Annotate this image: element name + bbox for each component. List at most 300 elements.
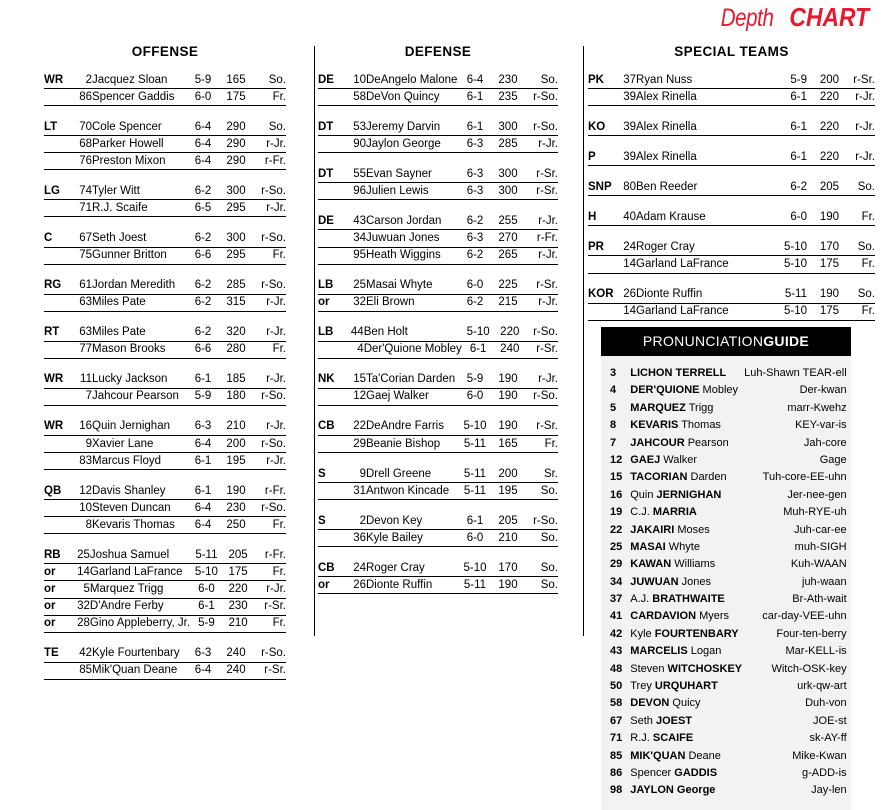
player-class-year: r-Fr.	[252, 483, 286, 500]
pron-player-name	[629, 765, 743, 782]
player-class-year: So.	[839, 287, 875, 304]
position-label: SNP	[588, 179, 614, 196]
table-row[interactable]	[44, 598, 286, 615]
pronunciation-guide-body	[601, 356, 851, 810]
player-weight: 205	[809, 179, 839, 196]
player-class-year: r-Jr.	[252, 325, 286, 342]
position-label: or	[318, 294, 344, 311]
position-group	[318, 119, 558, 153]
table-row[interactable]	[318, 436, 558, 453]
pronunciation-row	[609, 382, 848, 399]
pronunciation-guide	[601, 327, 851, 810]
table-row[interactable]	[588, 89, 875, 106]
roster-table	[44, 119, 286, 170]
pron-name-last: Trigg	[685, 401, 714, 414]
position-group	[44, 547, 286, 632]
player-name: Mik'Quan Deane	[92, 662, 186, 679]
player-weight: 280	[220, 341, 252, 358]
roster-table	[318, 372, 558, 406]
column-defense	[300, 44, 570, 680]
jersey-number: 4	[343, 341, 364, 358]
player-name: Marcus Floyd	[92, 453, 186, 470]
jersey-number: 39	[614, 149, 636, 166]
position-label: S	[318, 513, 344, 530]
table-row[interactable]	[44, 230, 286, 247]
player-height: 5-9	[458, 372, 492, 389]
pron-name-last: BRATHWAITE	[649, 593, 725, 606]
table-row[interactable]	[318, 230, 558, 247]
player-weight: 240	[220, 646, 252, 663]
table-row[interactable]	[44, 325, 286, 342]
player-weight: 175	[809, 256, 839, 273]
player-class-year: Fr.	[252, 517, 286, 534]
position-label	[318, 530, 344, 547]
roster-table	[588, 119, 875, 136]
table-row[interactable]	[44, 581, 286, 598]
position-label	[318, 388, 344, 405]
pron-name-first: JUWUAN	[630, 575, 679, 588]
roster-table	[44, 646, 286, 680]
position-label: RG	[44, 278, 70, 295]
player-class-year: r-So.	[252, 646, 286, 663]
player-class-year: r-So.	[524, 119, 558, 136]
jersey-number: 10	[344, 72, 366, 89]
jersey-number: 74	[70, 183, 92, 200]
pron-phonetic: Mike-Kwan	[792, 749, 847, 762]
pron-name-first: MASAI	[630, 540, 666, 553]
player-class-year: r-Sr.	[524, 419, 558, 436]
player-weight: 230	[220, 500, 252, 517]
player-weight: 210	[223, 615, 254, 632]
player-weight: 220	[223, 581, 254, 598]
jersey-number: 31	[344, 483, 366, 500]
player-height: 6-2	[186, 278, 220, 295]
player-height: 6-6	[186, 247, 220, 264]
pron-phonetic: Jay-len	[811, 784, 847, 797]
roster-table	[44, 278, 286, 312]
player-class-year: r-Fr.	[524, 230, 558, 247]
table-row[interactable]	[318, 483, 558, 500]
table-row[interactable]	[44, 183, 286, 200]
pron-name-first: R.J.	[630, 732, 650, 745]
player-height: 5-11	[190, 547, 223, 564]
jersey-number: 14	[614, 256, 636, 273]
player-name: Jacquez Sloan	[92, 72, 186, 89]
player-name: Adam Krause	[636, 209, 777, 226]
pron-player-name	[629, 469, 743, 486]
pronunciation-row	[609, 713, 848, 730]
pron-jersey-number: 41	[610, 610, 623, 623]
table-row[interactable]	[44, 388, 286, 405]
pron-name-last: JOEST	[652, 714, 693, 727]
player-name: Mason Brooks	[92, 341, 186, 358]
jersey-number: 68	[70, 136, 92, 153]
pron-phonetic: sk-AY-ff	[809, 732, 847, 745]
pron-player-name	[629, 365, 743, 382]
table-row[interactable]	[44, 547, 286, 564]
roster-table	[588, 179, 875, 196]
pron-phonetic: muh-SIGH	[794, 540, 847, 553]
player-weight: 285	[220, 278, 252, 295]
pron-name-first: MARQUEZ	[630, 401, 686, 414]
pron-name-first: MARCELIS	[630, 645, 688, 658]
pron-jersey-number: 16	[610, 488, 623, 501]
table-row[interactable]	[44, 564, 286, 581]
player-class-year: r-Jr.	[252, 372, 286, 389]
jersey-number: 7	[70, 388, 92, 405]
position-label	[44, 153, 70, 170]
pron-player-name	[629, 608, 743, 625]
table-row[interactable]	[44, 436, 286, 453]
pronunciation-guide-header	[601, 327, 851, 356]
table-row[interactable]	[318, 247, 558, 264]
jersey-number: 58	[344, 89, 366, 106]
pron-name-last: SCAIFE	[649, 732, 694, 745]
player-class-year: r-Jr.	[524, 247, 558, 264]
table-row[interactable]	[588, 303, 875, 320]
position-group	[44, 372, 286, 406]
pron-player-name	[629, 730, 743, 747]
table-row[interactable]	[318, 513, 558, 530]
table-row[interactable]	[44, 278, 286, 295]
player-class-year: r-Fr.	[253, 547, 286, 564]
position-group	[588, 149, 875, 166]
pron-name-last: Quicy	[669, 697, 701, 710]
table-row[interactable]	[318, 89, 558, 106]
pron-jersey-number: 37	[610, 593, 623, 606]
jersey-number: 2	[70, 72, 92, 89]
table-row[interactable]	[318, 136, 558, 153]
table-row[interactable]	[588, 72, 875, 89]
table-row[interactable]	[44, 119, 286, 136]
position-group	[318, 466, 558, 500]
position-group	[588, 119, 875, 136]
table-row[interactable]	[318, 560, 558, 577]
player-name: Julien Lewis	[366, 183, 458, 200]
position-label: or	[44, 598, 69, 615]
position-group	[44, 325, 286, 359]
player-name: Preston Mixon	[92, 153, 186, 170]
player-weight: 255	[492, 213, 524, 230]
player-name: Jahcour Pearson	[92, 388, 186, 405]
player-height: 5-11	[458, 436, 492, 453]
table-row[interactable]	[588, 209, 875, 226]
pron-jersey-number: 67	[610, 714, 623, 727]
table-row[interactable]	[44, 615, 286, 632]
position-label	[588, 303, 614, 320]
position-group	[44, 278, 286, 312]
player-height: 6-0	[190, 581, 223, 598]
player-class-year: r-Jr.	[839, 89, 875, 106]
jersey-number: 16	[70, 419, 92, 436]
player-name: Davis Shanley	[92, 483, 186, 500]
pronunciation-row	[609, 435, 848, 452]
player-class-year: So.	[524, 483, 558, 500]
pronunciation-row	[609, 730, 848, 747]
position-label: LB	[318, 278, 344, 295]
table-row[interactable]	[318, 341, 558, 358]
player-height: 6-1	[186, 483, 220, 500]
table-row[interactable]	[44, 500, 286, 517]
position-label	[318, 183, 344, 200]
table-row[interactable]	[318, 466, 558, 483]
position-group	[44, 230, 286, 264]
table-row[interactable]	[318, 372, 558, 389]
pron-name-first: JAYLON	[630, 784, 674, 797]
pronunciation-row	[609, 695, 848, 712]
player-class-year: Fr.	[839, 209, 875, 226]
table-row[interactable]	[44, 372, 286, 389]
pronunciation-row	[609, 417, 848, 434]
position-label: or	[44, 581, 69, 598]
section-title-special-teams: SPECIAL TEAMS	[674, 44, 789, 59]
pronunciation-row	[609, 626, 848, 643]
player-weight: 190	[492, 419, 524, 436]
jersey-number: 14	[614, 303, 636, 320]
table-row[interactable]	[44, 247, 286, 264]
player-weight: 290	[220, 119, 252, 136]
pron-name-last: Whyte	[665, 540, 700, 553]
title-chart: CHART	[789, 2, 870, 32]
player-height: 6-3	[186, 646, 220, 663]
position-label: or	[318, 577, 344, 594]
table-row[interactable]	[44, 153, 286, 170]
player-class-year: r-Sr.	[524, 278, 558, 295]
player-weight: 175	[809, 303, 839, 320]
table-row[interactable]	[44, 453, 286, 470]
pron-jersey-number: 25	[610, 540, 623, 553]
player-height: 6-0	[186, 89, 220, 106]
position-label	[318, 89, 344, 106]
pron-phonetic: Tuh-core-EE-uhn	[762, 471, 847, 484]
player-height: 5-10	[458, 419, 492, 436]
player-name: Ben Reeder	[636, 179, 777, 196]
table-row[interactable]	[318, 325, 558, 342]
jersey-number: 26	[344, 577, 366, 594]
table-row[interactable]	[318, 577, 558, 594]
player-name: Ta'Corian Darden	[366, 372, 458, 389]
pron-player-name	[629, 678, 743, 695]
player-weight: 295	[220, 200, 252, 217]
table-row[interactable]	[44, 662, 286, 679]
player-height: 6-2	[458, 247, 492, 264]
pron-name-first: Steven	[630, 662, 665, 675]
table-row[interactable]	[44, 200, 286, 217]
position-label: KO	[588, 119, 614, 136]
table-row[interactable]	[588, 239, 875, 256]
player-weight: 300	[220, 183, 252, 200]
position-label	[44, 453, 70, 470]
position-group	[588, 209, 875, 226]
player-class-year: r-Jr.	[524, 294, 558, 311]
table-row[interactable]	[318, 166, 558, 183]
position-label: DE	[318, 213, 344, 230]
pron-name-last: TERRELL	[672, 367, 727, 379]
pron-name-first: JAHCOUR	[630, 436, 685, 449]
player-name: Seth Joest	[92, 230, 186, 247]
table-row[interactable]	[44, 419, 286, 436]
player-weight: 180	[220, 388, 252, 405]
player-class-year: r-Jr.	[524, 372, 558, 389]
player-height: 6-1	[777, 149, 809, 166]
table-row[interactable]	[588, 256, 875, 273]
pron-phonetic: Four-ten-berry	[776, 627, 847, 640]
roster-table	[318, 213, 558, 264]
player-name: DeAngelo Malone	[366, 72, 458, 89]
pron-jersey-number: 8	[610, 419, 617, 432]
player-height: 6-4	[458, 72, 492, 89]
position-group	[588, 179, 875, 196]
player-class-year: r-Jr.	[839, 149, 875, 166]
pronunciation-rows	[609, 365, 848, 800]
player-height: 5-10	[777, 256, 809, 273]
player-class-year: So.	[252, 119, 286, 136]
table-row[interactable]	[588, 179, 875, 196]
table-row[interactable]	[44, 72, 286, 89]
pron-phonetic: car-day-VEE-uhn	[762, 610, 847, 623]
position-group	[318, 560, 558, 594]
player-name: Cole Spencer	[92, 119, 186, 136]
jersey-number: 24	[344, 560, 366, 577]
player-weight: 195	[492, 483, 524, 500]
player-class-year: r-So.	[252, 500, 286, 517]
player-height: 6-1	[458, 119, 492, 136]
jersey-number: 9	[70, 436, 92, 453]
player-class-year: r-Sr.	[524, 183, 558, 200]
player-height: 5-9	[777, 72, 809, 89]
player-weight: 205	[223, 547, 254, 564]
table-row[interactable]	[318, 213, 558, 230]
pron-player-name	[629, 435, 743, 452]
table-row[interactable]	[318, 183, 558, 200]
pron-name-last: Mobley	[699, 384, 739, 397]
position-label: H	[588, 209, 614, 226]
table-row[interactable]	[44, 136, 286, 153]
pronunciation-row	[609, 765, 848, 782]
player-class-year: r-Jr.	[252, 453, 286, 470]
jersey-number: 32	[344, 294, 366, 311]
table-row[interactable]	[318, 388, 558, 405]
player-name: Miles Pate	[92, 325, 186, 342]
position-label: PK	[588, 72, 614, 89]
player-class-year: r-So.	[252, 278, 286, 295]
table-row[interactable]	[44, 294, 286, 311]
pron-jersey-number: 12	[610, 453, 623, 466]
pron-name-last: Walker	[660, 453, 698, 466]
player-class-year: r-Sr.	[524, 166, 558, 183]
pron-jersey-number: 71	[610, 732, 623, 745]
position-label	[44, 294, 70, 311]
jersey-number: 29	[344, 436, 366, 453]
player-class-year: So.	[524, 72, 558, 89]
pron-name-first: Kyle	[630, 627, 652, 640]
jersey-number: 39	[614, 89, 636, 106]
jersey-number: 44	[343, 325, 364, 342]
pron-player-name	[629, 661, 743, 678]
table-row[interactable]	[318, 530, 558, 547]
player-name: Joshua Samuel	[90, 547, 190, 564]
table-row[interactable]	[588, 149, 875, 166]
player-weight: 315	[220, 294, 252, 311]
table-row[interactable]	[318, 419, 558, 436]
position-group	[44, 183, 286, 217]
jersey-number: 11	[70, 372, 92, 389]
player-height: 6-2	[458, 294, 492, 311]
player-height: 6-5	[186, 200, 220, 217]
player-class-year: Fr.	[252, 247, 286, 264]
player-height: 6-3	[186, 419, 220, 436]
pron-name-first: KAWAN	[630, 558, 672, 571]
roster-table	[44, 230, 286, 264]
jersey-number: 10	[70, 500, 92, 517]
pron-player-name	[629, 400, 743, 417]
player-name: DeAndre Farris	[366, 419, 458, 436]
player-weight: 200	[492, 466, 524, 483]
player-weight: 235	[492, 89, 524, 106]
jersey-number: 96	[344, 183, 366, 200]
player-weight: 190	[809, 209, 839, 226]
player-class-year: r-Sr.	[839, 72, 875, 89]
jersey-number: 12	[344, 388, 366, 405]
player-class-year: r-Sr.	[253, 598, 286, 615]
roster-table	[318, 419, 558, 453]
player-name: Heath Wiggins	[366, 247, 458, 264]
jersey-number: 63	[70, 325, 92, 342]
player-weight: 270	[492, 230, 524, 247]
table-row[interactable]	[44, 341, 286, 358]
table-row[interactable]	[588, 119, 875, 136]
roster-table	[588, 149, 875, 166]
player-class-year: r-Jr.	[524, 136, 558, 153]
table-row[interactable]	[588, 287, 875, 304]
position-label	[44, 388, 70, 405]
table-row[interactable]	[318, 294, 558, 311]
position-label	[588, 89, 614, 106]
position-label: LG	[44, 183, 70, 200]
table-row[interactable]	[318, 119, 558, 136]
player-class-year: r-Jr.	[252, 136, 286, 153]
pron-name-first: A.J.	[630, 593, 650, 606]
table-row[interactable]	[44, 89, 286, 106]
jersey-number: 2	[344, 513, 366, 530]
pronunciation-row	[609, 574, 848, 591]
player-height: 5-10	[458, 560, 492, 577]
player-height: 6-4	[186, 119, 220, 136]
table-row[interactable]	[44, 483, 286, 500]
player-class-year: r-Sr.	[252, 662, 286, 679]
player-height: 5-11	[777, 287, 809, 304]
player-height: 6-2	[777, 179, 809, 196]
position-label: DE	[318, 72, 344, 89]
roster-table	[318, 166, 558, 200]
player-name: Juwuan Jones	[366, 230, 458, 247]
player-name: Tyler Witt	[92, 183, 186, 200]
roster-table	[318, 72, 558, 106]
player-class-year: r-So.	[252, 436, 286, 453]
table-row[interactable]	[318, 278, 558, 295]
table-row[interactable]	[318, 72, 558, 89]
table-row[interactable]	[44, 646, 286, 663]
roster-table	[318, 278, 558, 312]
pron-head-bold: GUIDE	[763, 333, 810, 349]
pronunciation-row	[609, 556, 848, 573]
position-group	[318, 325, 558, 359]
player-name: Garland LaFrance	[636, 256, 777, 273]
roster-table	[44, 72, 286, 106]
position-group	[318, 72, 558, 106]
jersey-number: 53	[344, 119, 366, 136]
table-row[interactable]	[44, 517, 286, 534]
